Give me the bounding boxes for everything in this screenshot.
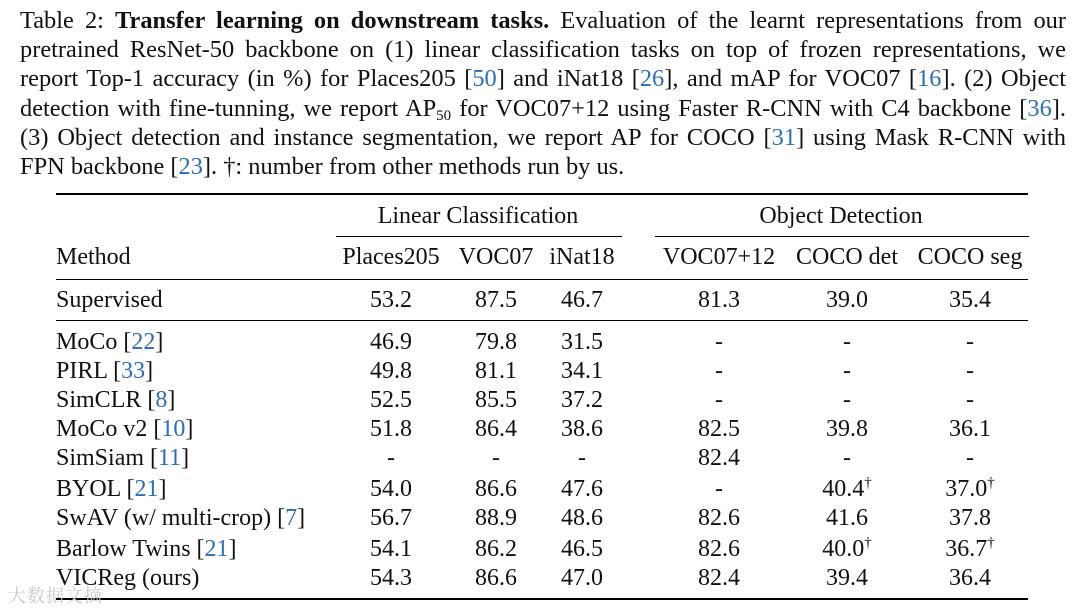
group-rule-linear [336, 236, 622, 237]
method-name: Barlow Twins [21] [56, 536, 237, 562]
cell-places: 46.9 [370, 329, 412, 355]
citation-link[interactable]: 10 [161, 416, 186, 442]
citation-link[interactable]: 31 [771, 123, 797, 151]
top-rule [56, 193, 1028, 195]
citation-link[interactable]: 21 [204, 536, 229, 562]
method-name: SwAV (w/ multi-crop) [7] [56, 505, 306, 531]
cell-voc0712: 82.5 [698, 416, 740, 442]
cell-cocoseg: 35.4 [949, 287, 991, 313]
method-name: PIRL [33] [56, 358, 154, 384]
citation-link[interactable]: 50 [472, 65, 497, 93]
cell-voc07: 81.1 [475, 358, 517, 384]
cell-voc0712: - [715, 329, 723, 355]
cell-voc07: 86.6 [475, 565, 517, 591]
citation-link[interactable]: 33 [121, 358, 146, 384]
method-name: VICReg (ours) [56, 565, 200, 591]
citation-link[interactable]: 21 [134, 476, 159, 502]
cell-cocodet: 39.0 [826, 287, 868, 313]
cell-inat: - [578, 445, 586, 471]
cell-cocodet: - [843, 329, 851, 355]
cell-cocodet: 40.4† [822, 475, 872, 502]
group-rule-detection [655, 236, 1029, 237]
cell-inat: 31.5 [561, 329, 603, 355]
cell-cocoseg: 36.4 [949, 565, 991, 591]
citation-link[interactable]: 26 [639, 65, 665, 93]
cell-voc07: 85.5 [475, 387, 517, 413]
method-name: SimCLR [8] [56, 387, 176, 413]
cell-inat: 47.0 [561, 565, 603, 591]
cell-cocodet: - [843, 358, 851, 384]
cell-voc07: 86.4 [475, 416, 517, 442]
column-header-method: Method [56, 244, 131, 270]
cell-inat: 37.2 [561, 387, 603, 413]
citation-link[interactable]: 8 [155, 387, 168, 413]
citation-link[interactable]: 23 [178, 153, 203, 181]
cell-voc0712: 82.6 [698, 536, 740, 562]
header-rule [56, 279, 1028, 280]
cell-places: 54.3 [370, 565, 412, 591]
cell-voc0712: 82.4 [698, 565, 740, 591]
citation-link[interactable]: 22 [131, 329, 156, 355]
cell-cocoseg: 37.8 [949, 505, 991, 531]
cell-inat: 38.6 [561, 416, 603, 442]
method-name: MoCo [22] [56, 329, 164, 355]
cell-cocoseg: 36.1 [949, 416, 991, 442]
bottom-rule [56, 598, 1028, 600]
watermark-logo: 大数据文摘 [8, 586, 103, 607]
cell-cocodet: - [843, 387, 851, 413]
group-header-detection: Object Detection [759, 203, 923, 229]
cell-voc07: 87.5 [475, 287, 517, 313]
cell-places: 49.8 [370, 358, 412, 384]
cell-voc0712: 82.4 [698, 445, 740, 471]
column-header-places: Places205 [342, 244, 440, 270]
cell-cocoseg: - [966, 329, 974, 355]
table-caption: Table 2: Transfer learning on downstream tasks. Evaluation of the learnt representations from our pretrained ResNet-50 backbone on (1) linear classification tasks on top of frozen representations, we report Top-1 accuracy (in %) for Places205 [50] and iNat18 [26], and mAP for VOC07 [16]. (2) Object detection with fine-tunning, we report $AP_{50}$ for VOC07+12 using Faster R-CNN with C4 backbone [36]. (3) Object detection and instance segmentation, we report AP for COCO [31] using Mask R-CNN with FPN backbone [23]. †: number from other methods run by us. [20, 7, 1066, 181]
cell-voc0712: - [715, 387, 723, 413]
cell-voc07: - [492, 445, 500, 471]
cell-places: 51.8 [370, 416, 412, 442]
cell-cocodet: 39.8 [826, 416, 868, 442]
cell-cocodet: 41.6 [826, 505, 868, 531]
dagger-mark: † [987, 475, 995, 491]
method-name: BYOL [21] [56, 476, 167, 502]
cell-voc07: 88.9 [475, 505, 517, 531]
cell-voc07: 86.2 [475, 536, 517, 562]
cell-inat: 48.6 [561, 505, 603, 531]
cell-places: 54.1 [370, 536, 412, 562]
cell-inat: 46.5 [561, 536, 603, 562]
cell-voc07: 79.8 [475, 329, 517, 355]
column-header-cocodet: COCO det [796, 244, 898, 270]
citation-link[interactable]: 16 [917, 65, 942, 93]
cell-places: 53.2 [370, 287, 412, 313]
cell-voc0712: - [715, 358, 723, 384]
dagger-mark: † [864, 475, 872, 491]
column-header-cocoseg: COCO seg [917, 244, 1023, 270]
cell-voc0712: 81.3 [698, 287, 740, 313]
group-header-linear: Linear Classification [377, 203, 579, 229]
supervised-rule [56, 320, 1028, 321]
cell-inat: 47.6 [561, 476, 603, 502]
method-name: SimSiam [11] [56, 445, 190, 471]
method-name: MoCo v2 [10] [56, 416, 194, 442]
dagger-mark: † [864, 535, 872, 551]
cell-places: 54.0 [370, 476, 412, 502]
citation-link[interactable]: 36 [1027, 94, 1052, 122]
cell-cocoseg: - [966, 445, 974, 471]
citation-link[interactable]: 7 [285, 505, 298, 531]
cell-cocoseg: 37.0† [945, 475, 995, 502]
cell-voc0712: - [715, 476, 723, 502]
citation-link[interactable]: 11 [158, 445, 182, 471]
cell-cocodet: 40.0† [822, 535, 872, 562]
cell-places: 56.7 [370, 505, 412, 531]
cell-cocoseg: - [966, 358, 974, 384]
method-name: Supervised [56, 287, 163, 313]
cell-cocoseg: 36.7† [945, 535, 995, 562]
cell-inat: 46.7 [561, 287, 603, 313]
cell-inat: 34.1 [561, 358, 603, 384]
cell-cocoseg: - [966, 387, 974, 413]
caption-title: Transfer learning on downstream tasks. [115, 7, 550, 34]
cell-voc0712: 82.6 [698, 505, 740, 531]
cell-cocodet: 39.4 [826, 565, 868, 591]
column-header-voc07: VOC07 [458, 244, 534, 270]
cell-places: 52.5 [370, 387, 412, 413]
column-header-voc0712: VOC07+12 [662, 244, 776, 270]
column-header-inat: iNat18 [549, 244, 615, 270]
cell-voc07: 86.6 [475, 476, 517, 502]
cell-places: - [387, 445, 395, 471]
dagger-mark: † [987, 535, 995, 551]
cell-cocodet: - [843, 445, 851, 471]
